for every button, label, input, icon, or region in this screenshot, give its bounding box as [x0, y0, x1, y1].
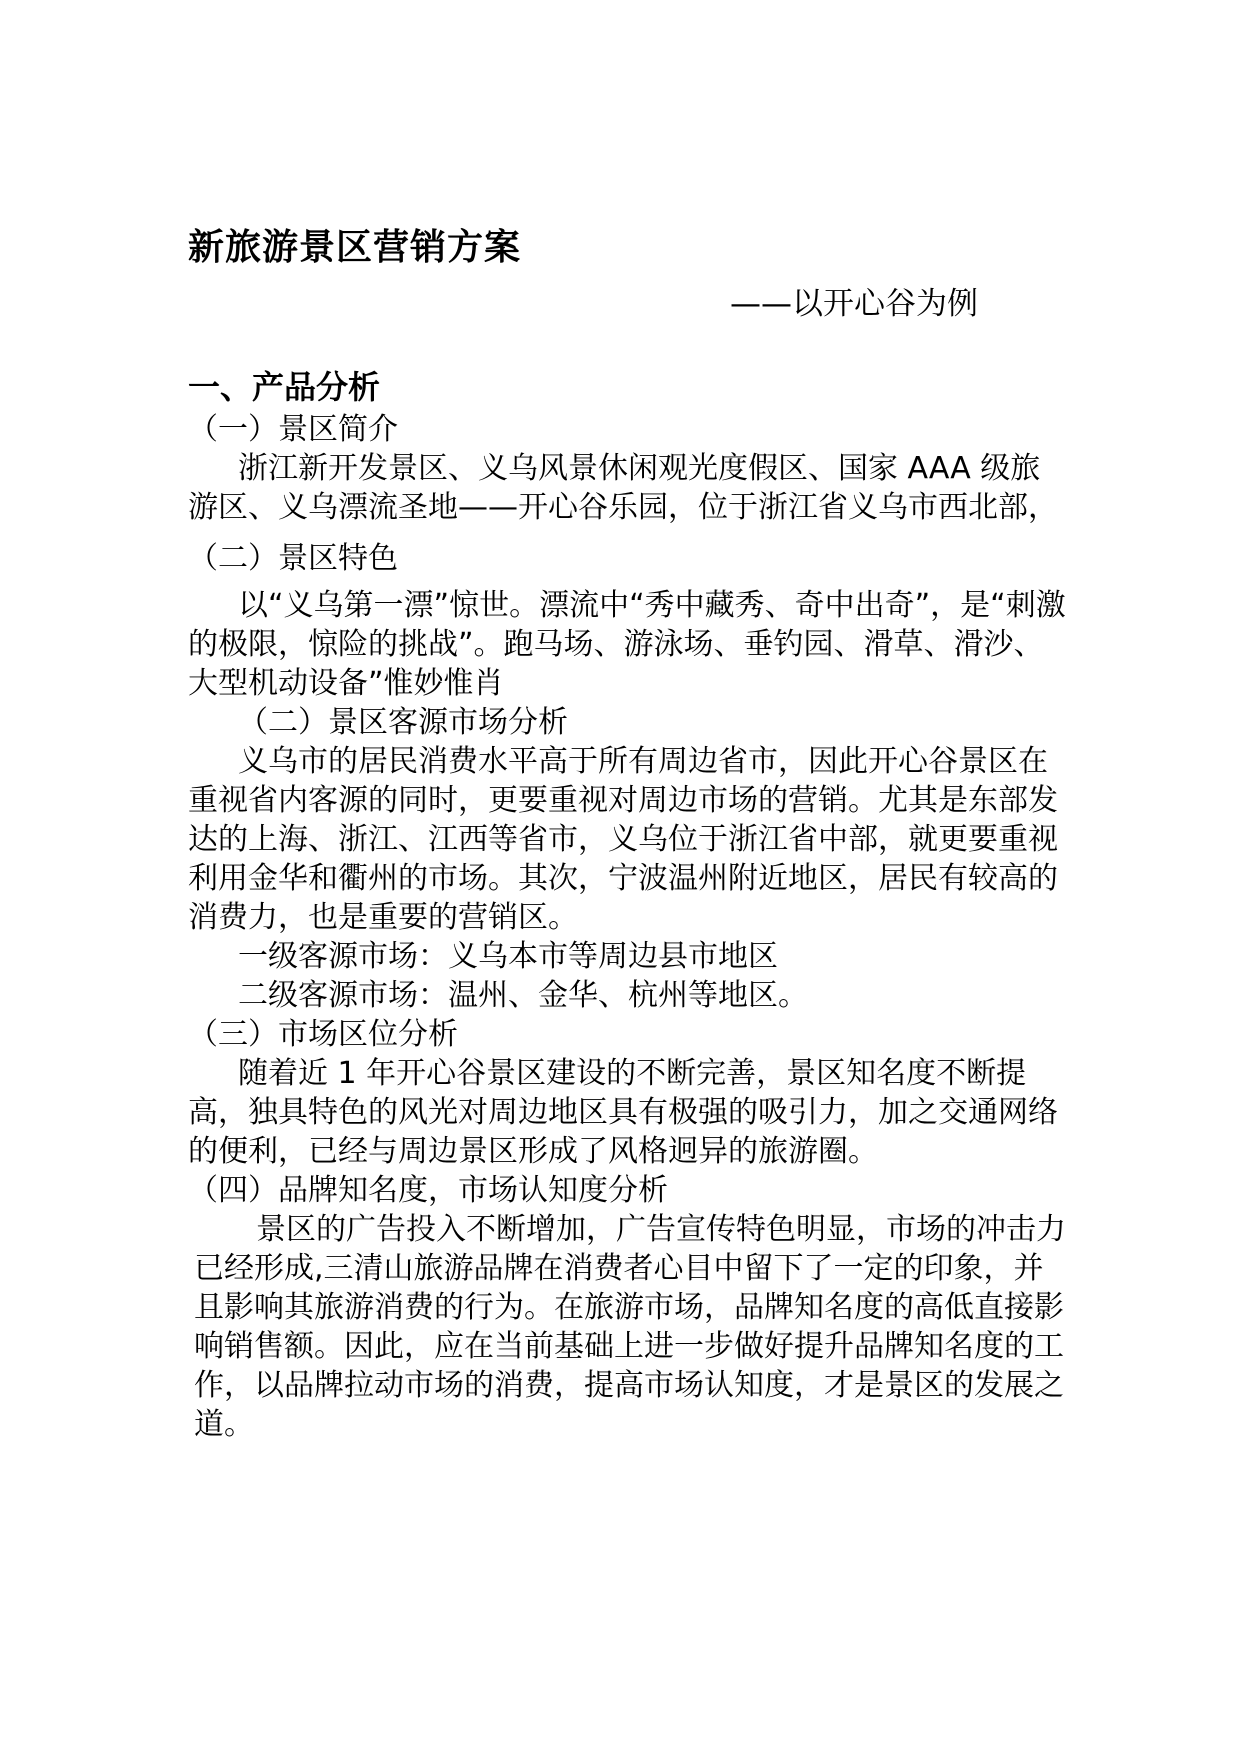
paragraph-brand-awareness: 景区的广告投入不断增加，广告宣传特色明显，市场的冲击力已经形成,三清山旅游品牌在消费者心目中留下了一定的印象，并且影响其旅游消费的行为。在旅游市场，品牌知名度的高低直接影响销售额。因此，应在当前基础上进一步做好提升品牌知名度的工作，以品牌拉动市场的消费，提高市场认知度，才是景区的发展之道。	[194, 1212, 1066, 1442]
document-body	[188, 410, 1068, 1444]
document-subtitle: ——以开心谷为例	[730, 286, 978, 322]
subheading-scenic-intro: （一）景区简介	[188, 412, 398, 447]
subheading-brand-awareness: （四）品牌知名度，市场认知度分析	[188, 1173, 668, 1208]
paragraph-scenic-features: 以“义乌第一漂”惊世。漂流中“秀中藏秀、奇中出奇”，是“刺激的极限，惊险的挑战”。跑马场、游泳场、垂钓园、滑草、滑沙、大型机动设备”惟妙惟肖	[188, 588, 1066, 701]
paragraph-primary-market: 一级客源市场：义乌本市等周边县市地区	[238, 939, 778, 974]
paragraph-scenic-intro: 浙江新开发景区、义乌风景休闲观光度假区、国家 AAA 级旅游区、义乌漂流圣地——开心谷乐园，位于浙江省义乌市西北部，	[188, 451, 1058, 525]
document-title: 新旅游景区营销方案	[188, 227, 522, 268]
paragraph-secondary-market: 二级客源市场：温州、金华、杭州等地区。	[238, 978, 808, 1013]
subheading-visitor-market: （二）景区客源市场分析	[238, 705, 568, 740]
paragraph-market-location: 随着近 1 年开心谷景区建设的不断完善，景区知名度不断提高，独具特色的风光对周边地区具有极强的吸引力，加之交通网络的便利，已经与周边景区形成了风格迥异的旅游圈。	[188, 1056, 1058, 1169]
paragraph-visitor-market: 义乌市的居民消费水平高于所有周边省市，因此开心谷景区在重视省内客源的同时，更要重视对周边市场的营销。尤其是东部发达的上海、浙江、江西等省市，义乌位于浙江省中部，就更要重视利用金华和衢州的市场。其次，宁波温州附近地区，居民有较高的消费力，也是重要的营销区。	[188, 744, 1058, 935]
subheading-scenic-features: （二）景区特色	[188, 541, 398, 576]
section-heading-product-analysis: 一、产品分析	[188, 368, 381, 406]
subheading-market-location: （三）市场区位分析	[188, 1017, 458, 1052]
